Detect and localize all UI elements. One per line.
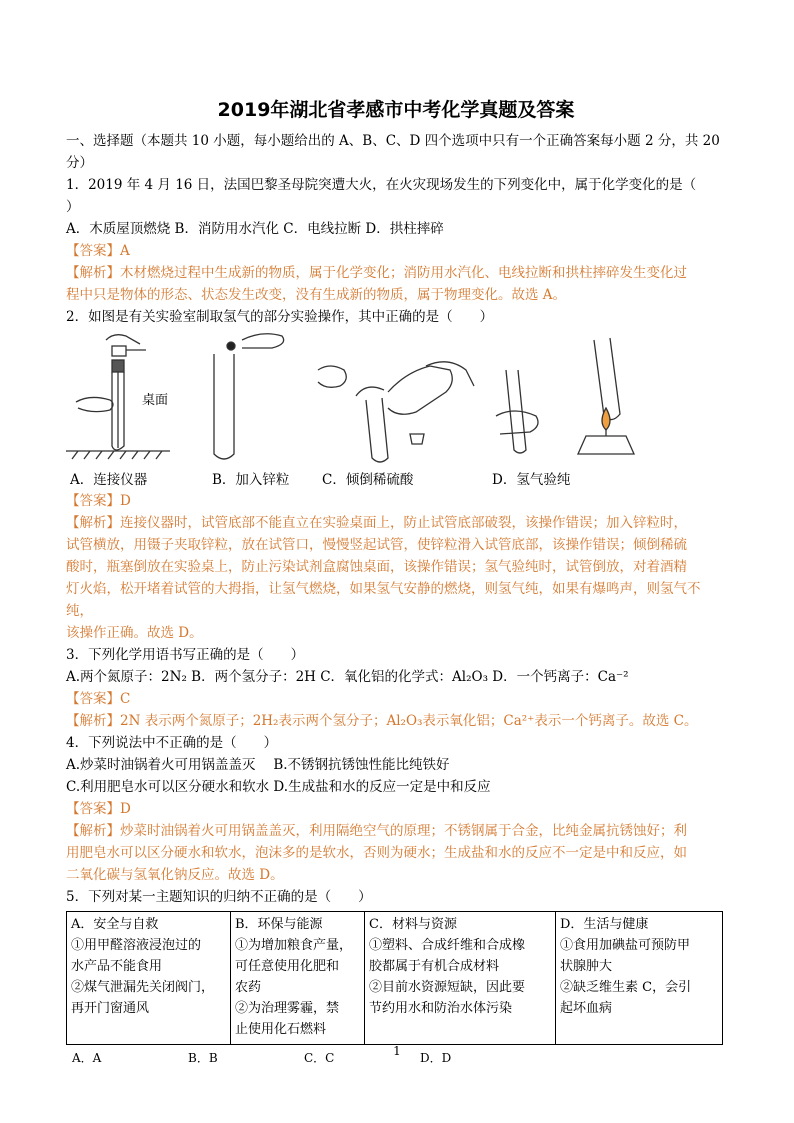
desk-label: 桌面 — [142, 393, 169, 408]
table-cell-b: B．环保与能源 ①为增加粮食产量， 可任意使用化肥和 农药 ②为治理雾霾，禁 止使用化石燃料 — [231, 912, 365, 1045]
document-page — [66, 95, 726, 1069]
q5-table — [66, 911, 723, 1045]
table-cell-c: C．材料与资源 ①塑料、合成纤维和合成橡 胶都属于有机合成材料 ②目前水资源短缺，因此要 节约用水和防治水体污染 — [365, 912, 556, 1045]
q3-stem: 3．下列化学用语书写正确的是（ ） — [66, 647, 305, 663]
q2-answer: 【答案】D — [66, 493, 131, 509]
q2-explanation-cont: 该操作正确。故选 D。 — [66, 625, 203, 641]
q4-stem: 4．下列说法中不正确的是（ ） — [66, 735, 278, 751]
q3-explanation: 【解析】2N 表示两个氮原子；2H₂表示两个氢分子；Al₂O₃表示氧化铝；Ca²⁺表示一个钙离子。故选 C。 — [66, 713, 698, 729]
q3-answer: 【答案】C — [66, 691, 131, 707]
page-title: 2019年湖北省孝感市中考化学真题及答案 — [217, 99, 575, 121]
q1-stem: 1．2019 年 4 月 16 日，法国巴黎圣母院突遭大火，在火灾现场发生的下列变化中，属于化学变化的是（ — [66, 177, 697, 193]
q4-explanation: 【解析】炒菜时油锅着火可用锅盖盖灭，利用隔绝空气的原理；不锈钢属于合金，比纯金属抗锈蚀好；利 — [66, 823, 687, 839]
figure-label-c: C．倾倒稀硫酸 — [322, 472, 414, 488]
q1-explanation-cont: 程中只是物体的形态、状态发生改变，没有生成新的物质，属于物理变化。故选 A。 — [66, 287, 567, 303]
table-row — [67, 912, 723, 1045]
section-heading: 一、选择题（本题共 10 小题，每小题给出的 A、B、C、D 四个选项中只有一个正确答案每小题 2 分，共 20 — [66, 133, 720, 149]
figure-label-d: D．氢气验纯 — [492, 472, 571, 488]
q2-explanation: 【解析】连接仪器时，试管底部不能直立在实验桌面上，防止试管底部破裂，该操作错误；加入锌粒时， — [66, 515, 687, 531]
q2-explanation-cont: 灯火焰，松开堵着试管的大拇指，让氢气燃烧，如果氢气安静的燃烧，则氢气纯，如果有爆鸣声，则氢气不纯， — [66, 581, 701, 619]
q4-explanation-cont: 二氧化碳与氢氧化钠反应。故选 D。 — [66, 867, 284, 883]
q2-figure-labels — [66, 468, 726, 490]
q4-options-ab: A.炒菜时油锅着火可用锅盖盖灭 B.不锈钢抗锈蚀性能比纯铁好 — [66, 757, 450, 773]
q5-stem: 5．下列对某一主题知识的归纳不正确的是（ ） — [66, 889, 372, 905]
section-heading-cont: 分） — [66, 155, 93, 171]
page-number: 1 — [393, 1044, 401, 1058]
table-cell-a: A．安全与自救 ①用甲醛溶液浸泡过的 水产品不能食用 ②煤气泄漏先关闭阀门， 再开门窗通风 — [67, 912, 231, 1045]
figure-b-add-zinc — [214, 334, 284, 459]
q5-option-a: A．A — [72, 1051, 102, 1065]
figure-label-a: A．连接仪器 — [70, 472, 148, 488]
q1-stem-cont: ） — [66, 199, 80, 215]
q4-options-cd: C.利用肥皂水可以区分硬水和软水 D.生成盐和水的反应一定是中和反应 — [66, 779, 491, 795]
figure-d-hydrogen-test — [496, 338, 634, 454]
q2-figure — [66, 330, 726, 468]
q5-option-c: C．C — [304, 1051, 335, 1065]
q2-explanation-cont: 试管横放，用镊子夹取锌粒，放在试管口，慢慢竖起试管，使锌粒滑入试管底部，该操作错误；倾倒稀硫 — [66, 537, 687, 553]
figure-c-pour-acid — [318, 362, 474, 462]
table-cell-d: D．生活与健康 ①食用加碘盐可预防甲 状腺肿大 ②缺乏维生素 C，会引 起坏血病 — [556, 912, 723, 1045]
lab-operations-illustration — [66, 330, 726, 468]
q1-explanation: 【解析】木材燃烧过程中生成新的物质，属于化学变化；消防用水汽化、电线拉断和拱柱摔碎发生变化过 — [66, 265, 687, 281]
figure-label-b: B．加入锌粒 — [212, 472, 290, 488]
q3-options: A.两个氮原子：2N₂ B．两个氢分子：2H C．氧化铝的化学式：Al₂O₃ D．一个钙离子：Ca⁻² — [66, 669, 629, 685]
q5-option-b: B．B — [188, 1051, 218, 1065]
q5-option-d: D．D — [420, 1051, 452, 1065]
q2-stem: 2．如图是有关实验室制取氢气的部分实验操作，其中正确的是（ ） — [66, 309, 494, 325]
q4-answer: 【答案】D — [66, 801, 131, 817]
q4-explanation-cont: 用肥皂水可以区分硬水和软水，泡沫多的是软水，否则为硬水；生成盐和水的反应不一定是中和反应，如 — [66, 845, 687, 861]
q1-answer: 【答案】A — [66, 243, 130, 259]
q2-explanation-cont: 酸时，瓶塞倒放在实验桌上，防止污染试剂盒腐蚀桌面，该操作错误；氢气验纯时，试管倒放，对着酒精 — [66, 559, 687, 575]
q1-options: A．木质屋顶燃烧 B．消防用水汽化 C．电线拉断 D．拱柱摔碎 — [66, 221, 444, 237]
